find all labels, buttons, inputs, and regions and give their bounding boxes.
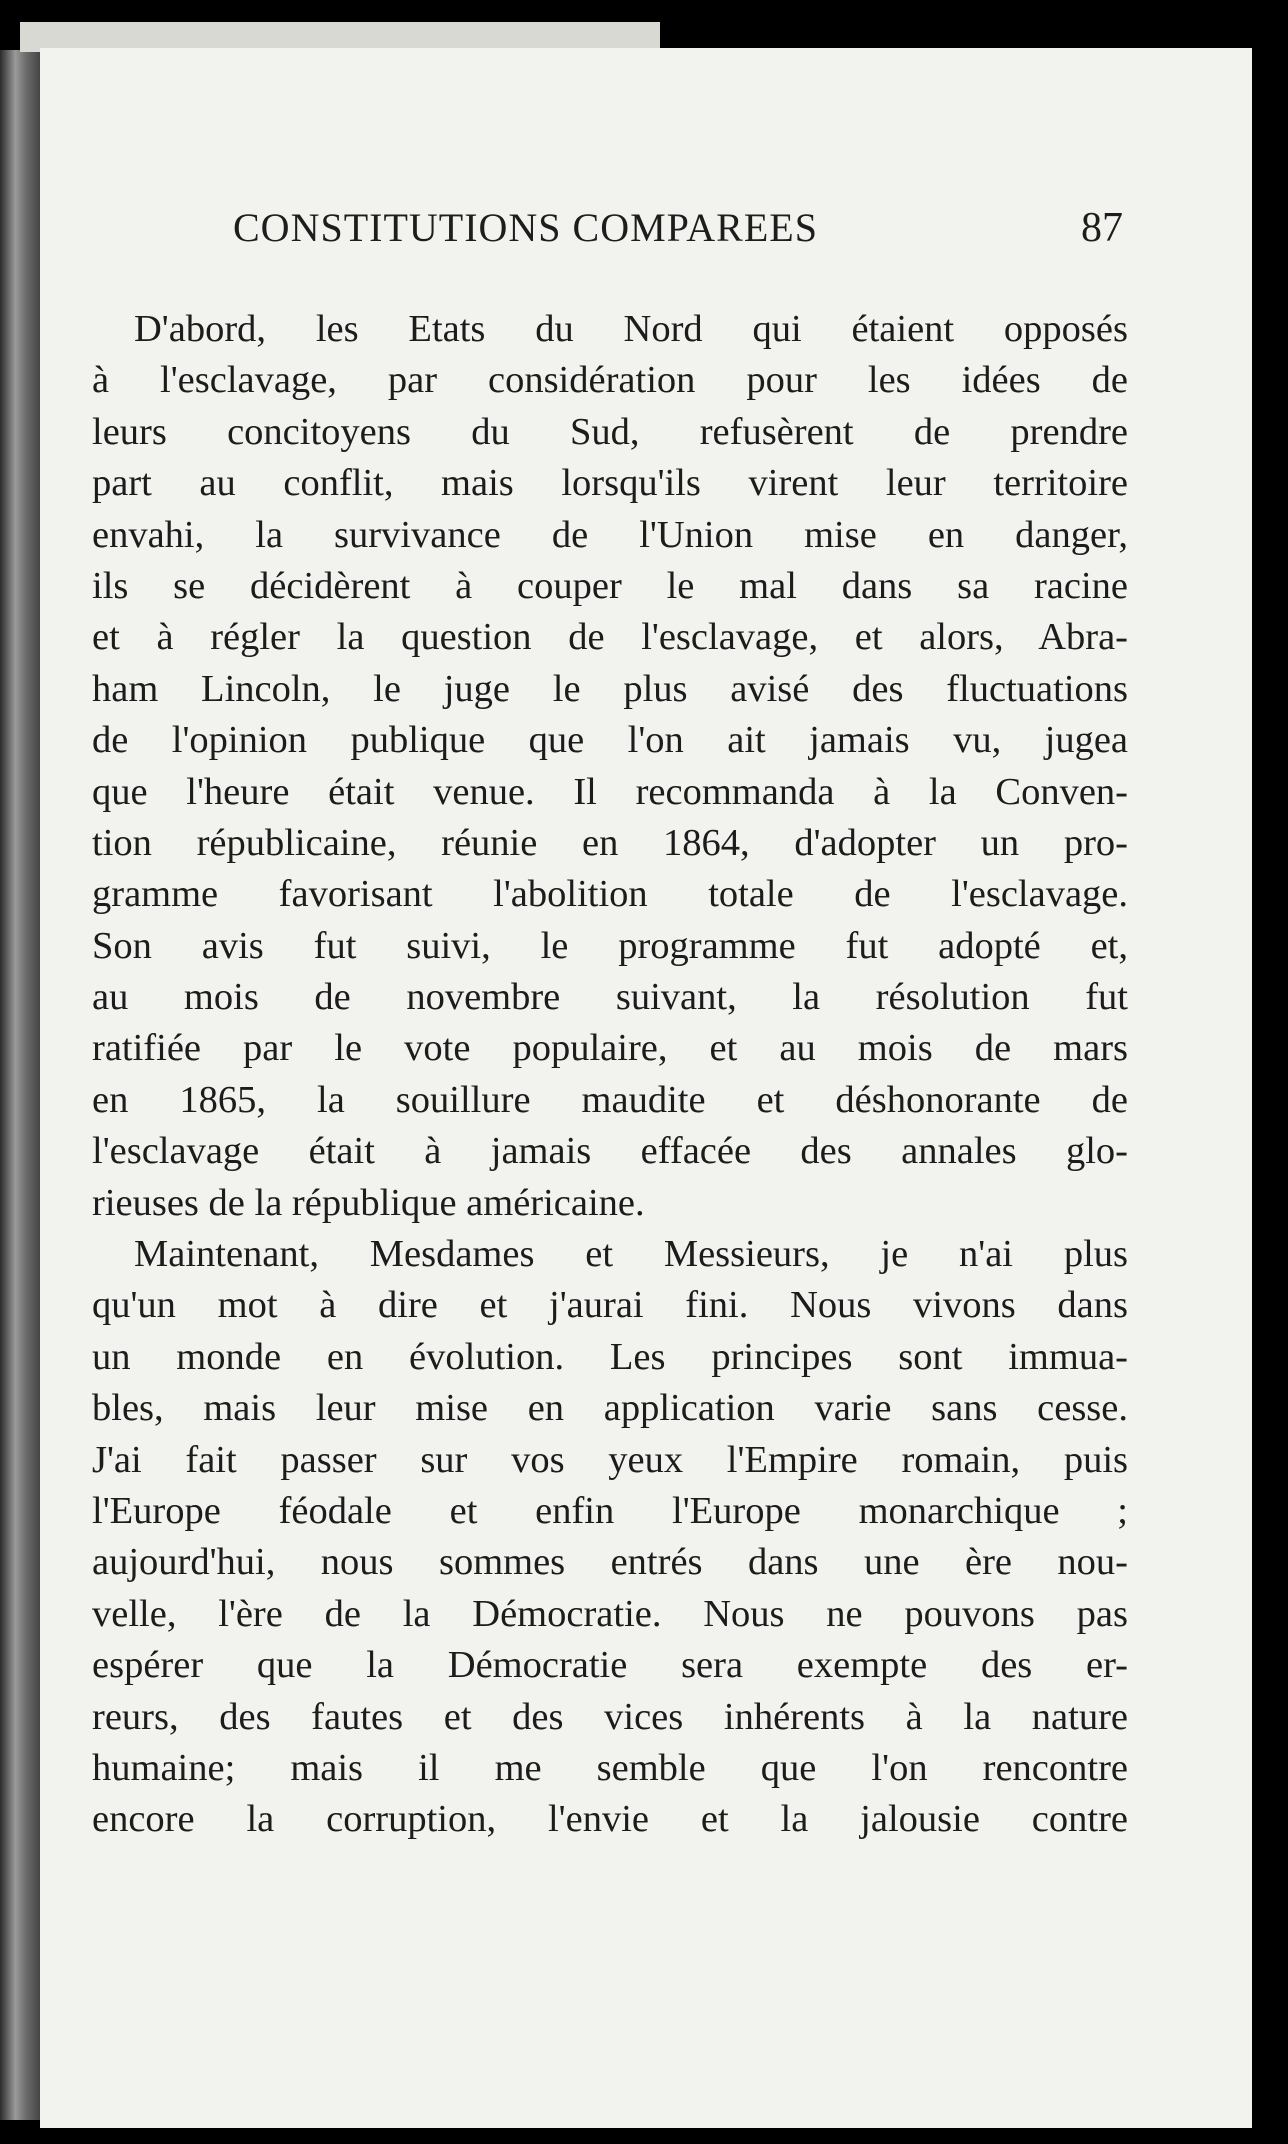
text-line: en 1865, la souillure maudite et déshonorante de xyxy=(92,1078,1128,1121)
body-text xyxy=(92,304,1128,1846)
running-head xyxy=(233,196,1123,260)
text-line: et à régler la question de l'esclavage, et alors, Abra- xyxy=(92,616,1128,659)
text-line: velle, l'ère de la Démocratie. Nous ne pouvons pas xyxy=(92,1592,1128,1635)
running-title: CONSTITUTIONS COMPAREES xyxy=(233,205,818,250)
text-line: leurs concitoyens du Sud, refusèrent de prendre xyxy=(92,410,1128,453)
text-line: Maintenant, Mesdames et Messieurs, je n'ai plus xyxy=(134,1233,1128,1276)
text-line: encore la corruption, l'envie et la jalousie contre xyxy=(92,1798,1128,1841)
text-line: humaine; mais il me semble que l'on rencontre xyxy=(92,1746,1128,1789)
text-line: ham Lincoln, le juge le plus avisé des fluctuations xyxy=(92,667,1128,710)
paragraph-2 xyxy=(92,1229,1128,1846)
text-line: gramme favorisant l'abolition totale de l'esclavage. xyxy=(92,873,1128,916)
page-number: 87 xyxy=(1081,205,1123,251)
text-line: bles, mais leur mise en application varie sans cesse. xyxy=(92,1387,1128,1430)
text-line: que l'heure était venue. Il recommanda à la Conven- xyxy=(92,770,1128,813)
paragraph-1 xyxy=(92,304,1128,1229)
text-line: part au conflit, mais lorsqu'ils virent leur territoire xyxy=(92,462,1128,505)
text-line: de l'opinion publique que l'on ait jamais vu, jugea xyxy=(92,719,1128,762)
text-line: un monde en évolution. Les principes sont immua- xyxy=(92,1335,1128,1378)
text-line: D'abord, les Etats du Nord qui étaient opposés xyxy=(134,308,1128,350)
text-line: à l'esclavage, par considération pour les idées de xyxy=(92,359,1128,402)
text-line: ils se décidèrent à couper le mal dans sa racine xyxy=(92,564,1128,607)
text-line: ratifiée par le vote populaire, et au mois de mars xyxy=(92,1027,1128,1070)
text-line: qu'un mot à dire et j'aurai fini. Nous vivons dans xyxy=(92,1284,1128,1327)
book-spine-edge xyxy=(0,50,44,2120)
text-line: l'Europe féodale et enfin l'Europe monarchique ; xyxy=(92,1489,1128,1532)
text-line: aujourd'hui, nous sommes entrés dans une ère nou- xyxy=(92,1541,1128,1584)
text-line: reurs, des fautes et des vices inhérents à la nature xyxy=(92,1695,1128,1738)
text-line: envahi, la survivance de l'Union mise en danger, xyxy=(92,513,1128,556)
text-line: tion républicaine, réunie en 1864, d'adopter un pro- xyxy=(92,821,1128,864)
text-line: J'ai fait passer sur vos yeux l'Empire romain, puis xyxy=(92,1438,1128,1481)
text-line: au mois de novembre suivant, la résolution fut xyxy=(92,976,1128,1019)
text-line: l'esclavage était à jamais effacée des annales glo- xyxy=(92,1130,1128,1173)
text-line: rieuses de la république américaine. xyxy=(92,1181,645,1224)
text-line: Son avis fut suivi, le programme fut adopté et, xyxy=(92,924,1128,967)
text-line: espérer que la Démocratie sera exempte des er- xyxy=(92,1644,1128,1687)
book-page xyxy=(40,48,1252,2128)
